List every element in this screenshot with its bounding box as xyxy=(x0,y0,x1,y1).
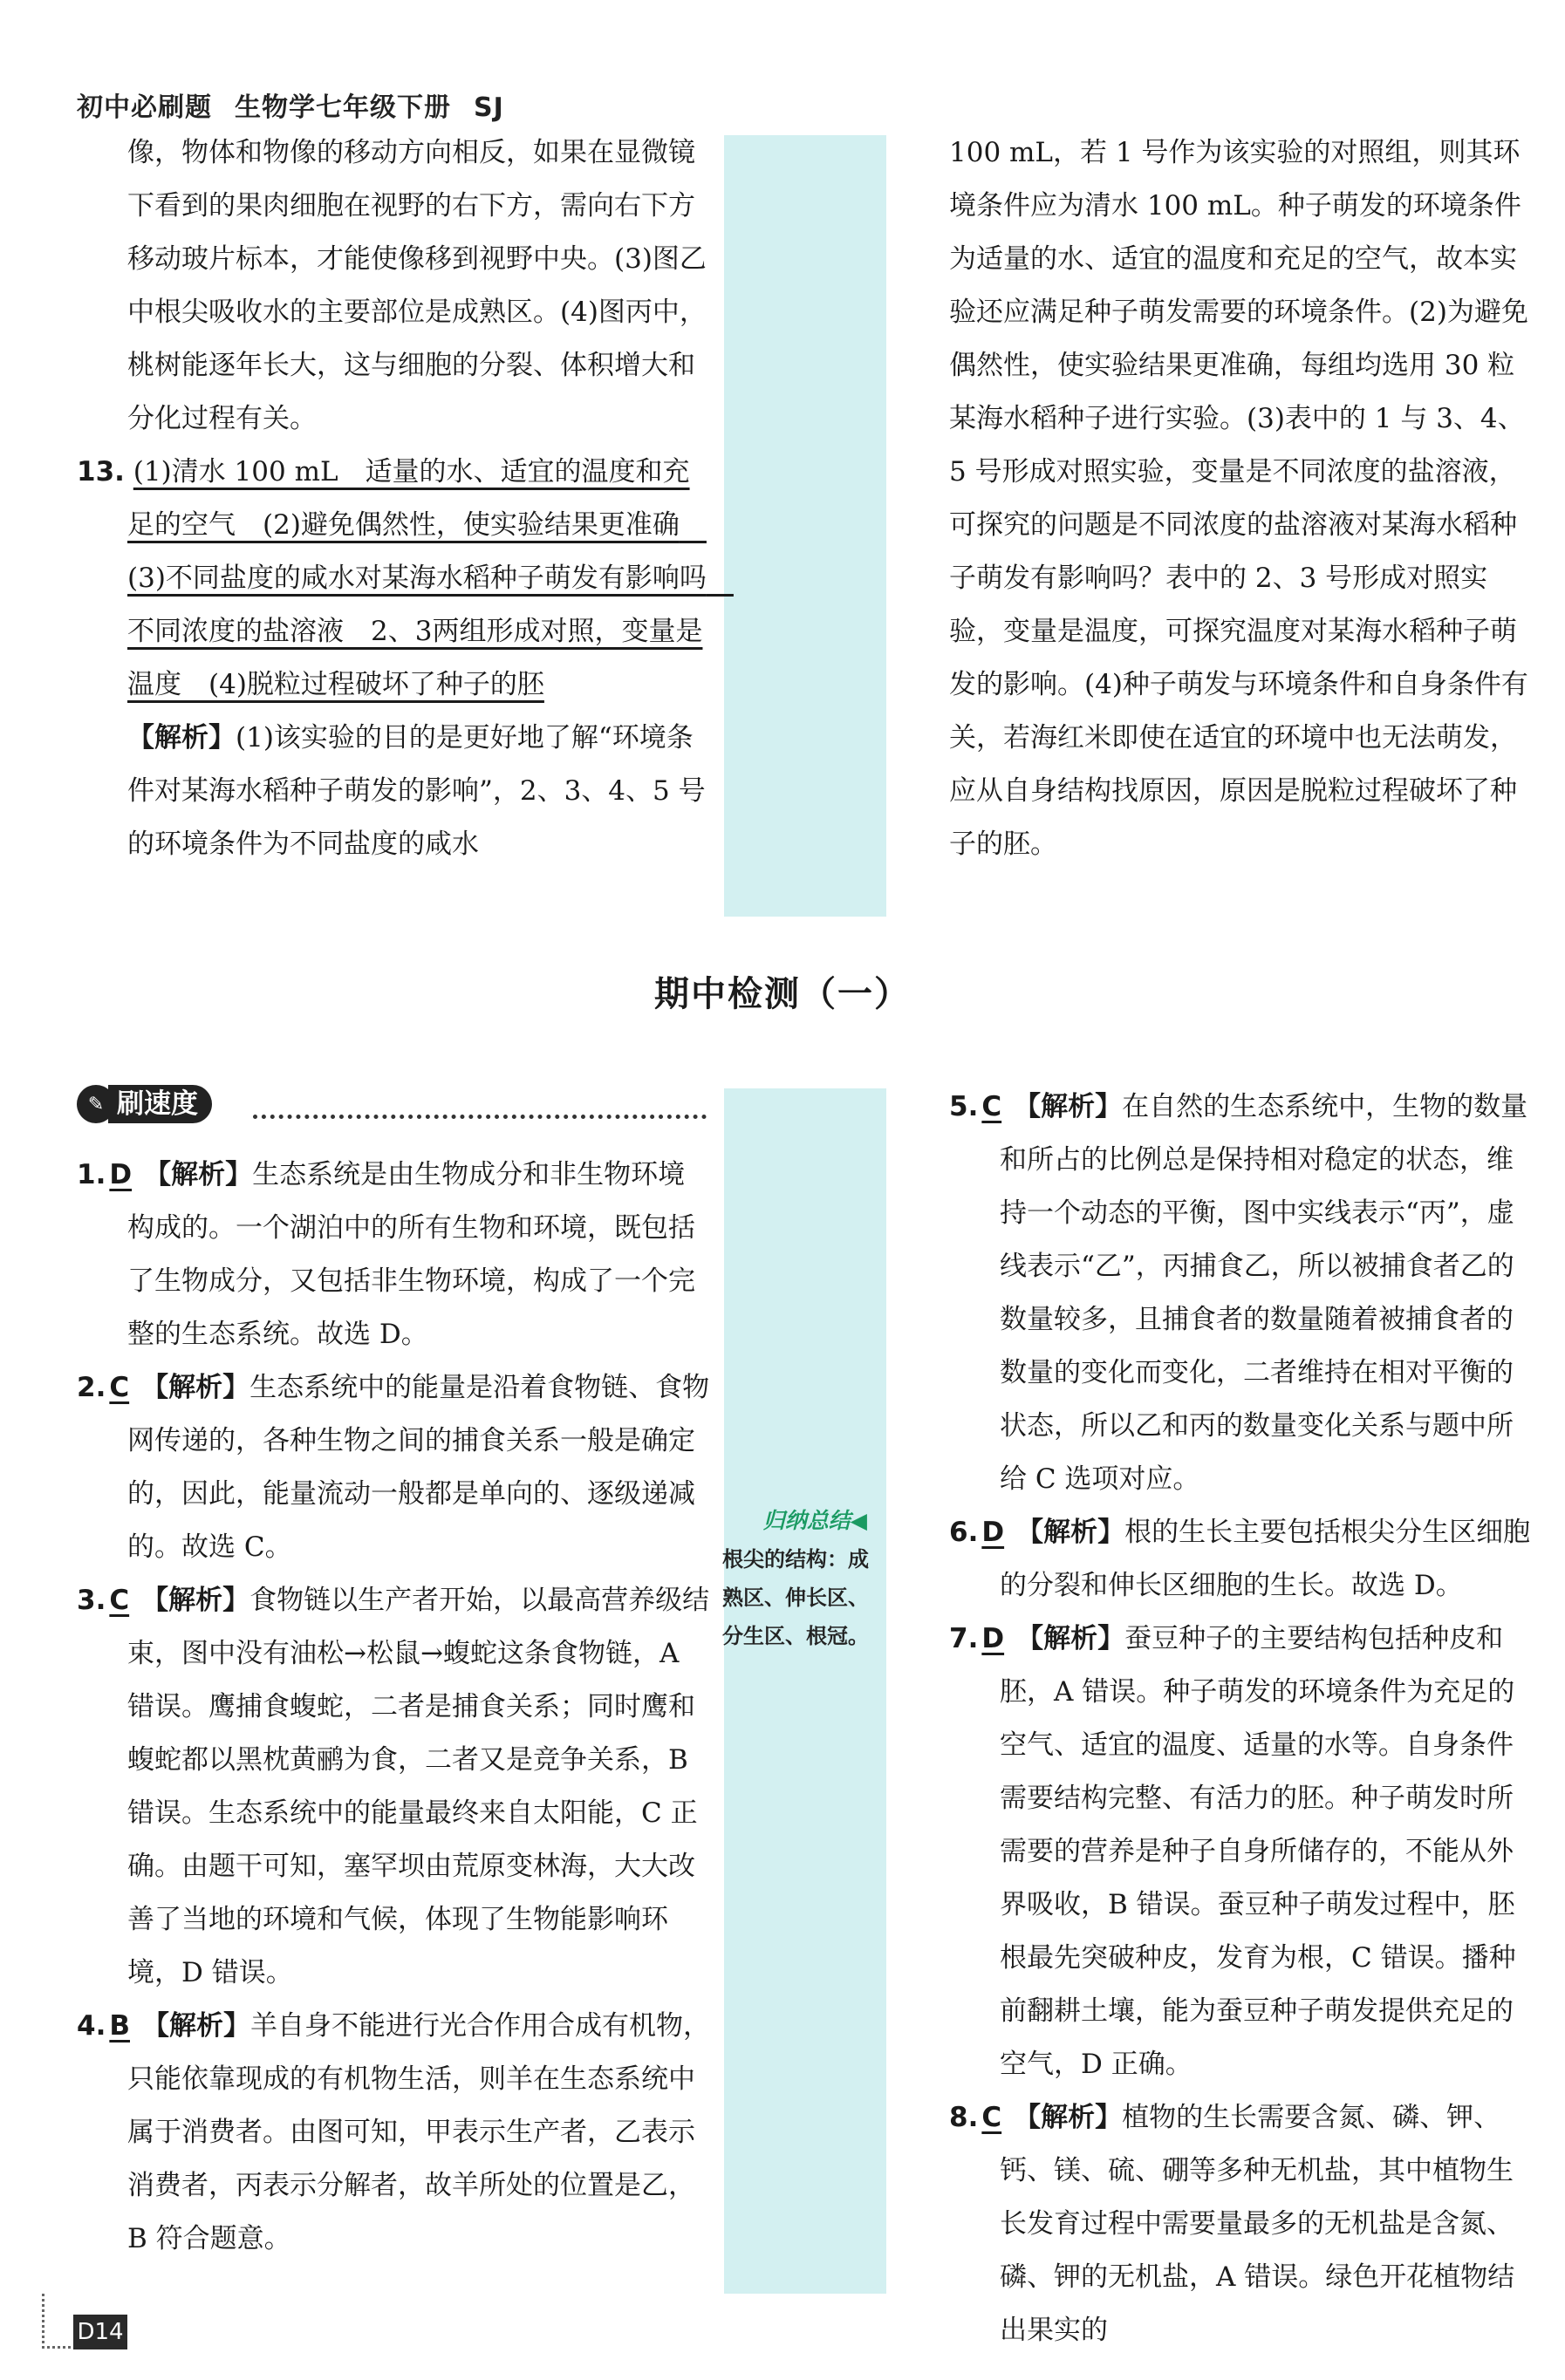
bottom-left-column xyxy=(77,1149,710,2266)
answer-letter: B xyxy=(109,2010,130,2042)
answer-letter: D xyxy=(981,1517,1005,1548)
analysis-tag: 【解析】 xyxy=(1016,1623,1125,1654)
item-number: 7. xyxy=(949,1623,979,1654)
analysis-text: 在自然的生态系统中，生物的数量和所占的比例总是保持相对稳定的状态，维持一个动态的平衡，图中实线表示“丙”，虚线表示“乙”，丙捕食乙，所以被捕食者乙的数量较多，且捕食者的数量随着被捕食者的数量的变化而变化，二者维持在相对平衡的状态，所以乙和丙的数量变化关系与题中所给 C 选项对应。 xyxy=(1000,1091,1528,1495)
item-number: 1. xyxy=(77,1159,106,1190)
item-number: 3. xyxy=(77,1585,106,1616)
analysis-tag: 【解析】 xyxy=(1016,1517,1125,1548)
bottom-right-column xyxy=(949,1081,1532,2357)
footer-bracket xyxy=(42,2294,71,2349)
dotted-divider xyxy=(253,1115,707,1119)
continuation-text: 像，物体和物像的移动方向相反，如果在显微镜下看到的果肉细胞在视野的右下方，需向右下方移动玻片标本，才能使像移到视野中央。(3)图乙中根尖吸收水的主要部位是成熟区。(4)图丙中，桃树能逐年长大，这与细胞的分裂、体积增大和分化过程有关。 xyxy=(127,137,707,434)
item-number: 2. xyxy=(77,1372,106,1403)
answer-letter: C xyxy=(109,1585,130,1616)
item-number: 5. xyxy=(949,1091,979,1122)
top-left-column xyxy=(77,126,734,871)
item-number: 4. xyxy=(77,2010,106,2042)
analysis-tag: 【解析】 xyxy=(127,722,236,754)
margin-strip-top xyxy=(724,135,886,917)
series-name: 初中必刷题 xyxy=(77,92,212,123)
answer-item-5 xyxy=(949,1081,1532,1506)
answer-letter: C xyxy=(109,1372,130,1403)
answer-item-6 xyxy=(949,1506,1532,1613)
margin-strip-bottom xyxy=(724,1088,886,2294)
page-number: D14 xyxy=(73,2315,127,2349)
analysis-text: 蚕豆种子的主要结构包括种皮和胚，A 错误。种子萌发的环境条件为充足的空气、适宜的温度、适量的水等。自身条件需要结构完整、有活力的胚。种子萌发时所需要的营养是种子自身所储存的，不能从外界吸收，B 错误。蚕豆种子萌发过程中，胚根最先突破种皮，发育为根，C 错误。播种前翻耕土壤，能为蚕豆种子萌发提供充足的空气，D 正确。 xyxy=(1000,1623,1516,2080)
answer-letter: D xyxy=(981,1623,1005,1654)
question-13-answer: (1)清水 100 mL 适量的水、适宜的温度和充足的空气 (2)避免偶然性，使实验结果更准确 (3)不同盐度的咸水对某海水稻种子萌发有影响吗 不同浓度的盐溶液 2、3两组形成对照，变量是温度 (4)脱粒过程破坏了种子的胚 xyxy=(127,456,734,700)
analysis-text: 生态系统是由生物成分和非生物环境构成的。一个湖泊中的所有生物和环境，既包括了生物成分，又包括非生物环境，构成了一个完整的生态系统。故选 D。 xyxy=(127,1159,695,1350)
question-13-number: 13. xyxy=(77,456,125,488)
analysis-tag: 【解析】 xyxy=(141,1372,250,1403)
answer-letter: C xyxy=(981,2102,1002,2133)
question-13-analysis-text: (1)该实验的目的是更好地了解“环境条件对某海水稻种子萌发的影响”，2、3、4、5 号的环境条件为不同盐度的咸水 xyxy=(127,722,706,860)
analysis-text: 根的生长主要包括根尖分生区细胞的分裂和伸长区细胞的生长。故选 D。 xyxy=(1000,1517,1531,1601)
analysis-text: 羊自身不能进行光合作用合成有机物，只能依靠现成的有机物生活，则羊在生态系统中属于消费者。由图可知，甲表示生产者，乙表示消费者，丙表示分解者，故羊所处的位置是乙，B 符合题意。 xyxy=(127,2010,710,2254)
badge-label: 刷速度 xyxy=(108,1085,212,1123)
analysis-tag: 【解析】 xyxy=(142,2010,250,2042)
analysis-tag: 【解析】 xyxy=(1014,1091,1123,1122)
question-13 xyxy=(77,446,734,712)
analysis-text: 植物的生长需要含氮、磷、钾、钙、镁、硫、硼等多种无机盐，其中植物生长发育过程中需要量最多的无机盐是含氮、磷、钾的无机盐，A 错误。绿色开花植物结出果实的 xyxy=(1000,2102,1515,2346)
answer-item-4 xyxy=(77,2000,710,2266)
analysis-text: 食物链以生产者开始，以最高营养级结束，图中没有油松→松鼠→蝮蛇这条食物链，A 错误。鹰捕食蝮蛇，二者是捕食关系；同时鹰和蝮蛇都以黑枕黄鹂为食，二者又是竞争关系，B 错误。生态系统中的能量最终来自太阳能，C 正确。由题干可知，塞罕坝由荒原变林海，大大改善了当地的环境和气候，体现了生物能影响环境，D 错误。 xyxy=(127,1585,710,1988)
analysis-text: 生态系统中的能量是沿着食物链、食物网传递的，各种生物之间的捕食关系一般是确定的，因此，能量流动一般都是单向的、逐级递减的。故选 C。 xyxy=(127,1372,710,1563)
analysis-tag: 【解析】 xyxy=(1014,2102,1123,2133)
answer-item-2 xyxy=(77,1361,710,1574)
item-number: 8. xyxy=(949,2102,979,2133)
analysis-tag: 【解析】 xyxy=(141,1585,250,1616)
top-right-text: 100 mL，若 1 号作为该实验的对照组，则其环境条件应为清水 100 mL。种子萌发的环境条件为适量的水、适宜的温度和充足的空气，故本实验还应满足种子萌发需要的环境条件。(2)为避免偶然性，使实验结果更准确，每组均选用 30 粒某海水稻种子进行实验。(3)表中的 1 与 3、4、5 号形成对照实验，变量是不同浓度的盐溶液，可探究的问题是不同浓度的盐溶液对某海水稻种子萌发有影响吗？表中的 2、3 号形成对照实验，变量是温度，可探究温度对某海水稻种子萌发的影响。(4)种子萌发与环境条件和自身条件有关，若海红米即使在适宜的环境中也无法萌发，应从自身结构找原因，原因是脱粒过程破坏了种子的胚。 xyxy=(949,137,1528,860)
item-number: 6. xyxy=(949,1517,979,1548)
summary-note-heading: 归纳总结◀ xyxy=(762,1508,867,1533)
speed-badge xyxy=(77,1085,212,1123)
book-edition: SJ xyxy=(474,92,504,123)
answer-item-1 xyxy=(77,1149,710,1361)
answer-item-3 xyxy=(77,1574,710,2000)
analysis-tag: 【解析】 xyxy=(144,1159,253,1190)
page-header xyxy=(77,85,527,124)
section-title: 期中检测（一） xyxy=(654,974,911,1014)
book-subject: 生物学七年级下册 xyxy=(235,92,451,123)
answer-item-8 xyxy=(949,2091,1532,2357)
top-right-column xyxy=(949,126,1532,871)
running-shoe-icon: ✎ xyxy=(77,1085,115,1123)
question-13-analysis xyxy=(77,712,710,871)
summary-note-body: 根尖的结构：成熟区、伸长区、分生区、根冠。 xyxy=(722,1547,869,1648)
answer-letter: D xyxy=(109,1159,133,1190)
answer-item-7 xyxy=(949,1613,1532,2091)
summary-note xyxy=(722,1502,876,1655)
answer-letter: C xyxy=(981,1091,1002,1122)
